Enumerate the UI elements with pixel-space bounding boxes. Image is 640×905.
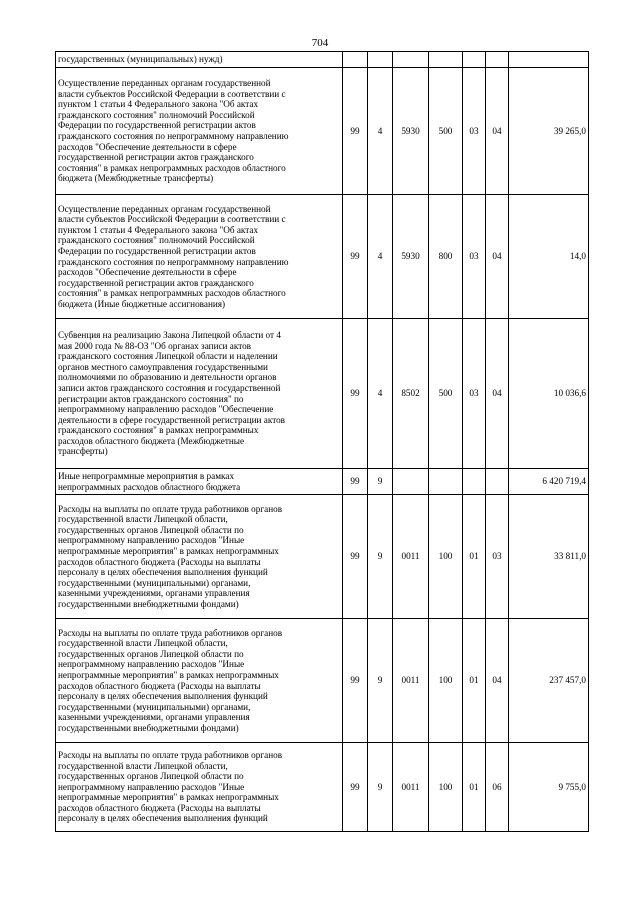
description-line: государственными (муниципальными) органами, [58, 577, 251, 588]
table-row [56, 495, 589, 619]
description-line: непрограммные мероприятия" в рамках непрограммных [58, 545, 279, 556]
description-line: государственных (муниципальных) нужд) [58, 54, 223, 65]
table-row [56, 319, 589, 469]
budget-table [55, 51, 589, 832]
col-subsection: 04 [486, 619, 509, 743]
col-direction: 0011 [393, 495, 429, 619]
col-expense-type [429, 52, 463, 68]
row-description [56, 319, 343, 469]
col-expense-type [429, 469, 463, 495]
description-line: гражданского состояния Липецкой области и наделении [58, 351, 278, 362]
description-line: пунктом 1 статьи 4 Федерального закона "Об актах [58, 99, 259, 110]
col-amount [509, 52, 589, 68]
col-expense-type: 100 [429, 619, 463, 743]
description-line: государственной власти Липецкой области, [58, 514, 228, 525]
row-description [56, 743, 343, 832]
description-line: полномочиями по образованию и деятельности органов [58, 372, 277, 383]
description-line: непрограммному направлению расходов "Обеспечение [58, 404, 274, 415]
col-direction [393, 52, 429, 68]
description-line: государственными внебюджетными фондами) [58, 722, 239, 733]
description-line: расходов областного бюджета (Расходы на выплаты [58, 556, 261, 567]
description-line: деятельности в сфере государственной регистрации актов [58, 414, 286, 425]
description-line: казенными учреждениями, органами управления [58, 712, 250, 723]
table-row [56, 743, 589, 832]
col-expense-type: 500 [429, 68, 463, 195]
description-line: власти субъектов Российской Федерации в соответствии с [58, 214, 286, 225]
description-line: Осуществление переданных органам государственной [58, 78, 271, 89]
row-description [56, 68, 343, 195]
col-program: 99 [343, 319, 368, 469]
col-section: 03 [463, 68, 486, 195]
description-line: регистрации актов гражданского состояния" по [58, 393, 244, 404]
col-amount: 39 265,0 [509, 68, 589, 195]
description-line: казенными учреждениями, органами управления [58, 588, 250, 599]
description-line: гражданского состояния" полномочий Российской [58, 235, 255, 246]
col-section: 03 [463, 195, 486, 319]
table-row [56, 619, 589, 743]
col-program: 99 [343, 619, 368, 743]
description-line: гражданского состояния" полномочий Российской [58, 109, 255, 120]
col-section: 01 [463, 743, 486, 832]
description-line: персоналу в целях обеспечения выполнения функций [58, 813, 268, 824]
col-section: 01 [463, 495, 486, 619]
description-line: государственных органов Липецкой области по [58, 524, 244, 535]
description-line: пунктом 1 статьи 4 Федерального закона "Об актах [58, 224, 259, 235]
col-direction: 0011 [393, 619, 429, 743]
description-line: Расходы на выплаты по оплате труда работников органов [58, 749, 283, 760]
description-line: расходов областного бюджета (Расходы на выплаты [58, 802, 261, 813]
description-line: записи актов гражданского состояния и государственной [58, 382, 281, 393]
col-subprogram [368, 52, 393, 68]
description-line: непрограммному направлению расходов "Иные [58, 659, 245, 670]
description-line: расходов "Обеспечение деятельности в сфере [58, 267, 237, 278]
description-line: непрограммному направлению расходов "Иные [58, 535, 245, 546]
col-subsection [486, 52, 509, 68]
table-row [56, 469, 589, 495]
description-line: персоналу в целях обеспечения выполнения функций [58, 567, 268, 578]
row-description [56, 619, 343, 743]
description-line: трансферты) [58, 446, 108, 457]
description-line: расходов областного бюджета (Межбюджетные [58, 435, 245, 446]
col-amount: 6 420 719,4 [509, 469, 589, 495]
col-amount: 9 755,0 [509, 743, 589, 832]
description-line: бюджета (Иные бюджетные ассигнования) [58, 298, 226, 309]
col-subprogram: 9 [368, 619, 393, 743]
col-program: 99 [343, 469, 368, 495]
col-direction: 5930 [393, 195, 429, 319]
col-program: 99 [343, 195, 368, 319]
col-subprogram: 4 [368, 319, 393, 469]
col-section: 03 [463, 319, 486, 469]
row-description [56, 495, 343, 619]
description-line: расходов областного бюджета (Расходы на выплаты [58, 680, 261, 691]
description-line: бюджета (Межбюджетные трансферты) [58, 173, 214, 184]
col-section [463, 469, 486, 495]
col-section: 01 [463, 619, 486, 743]
col-subsection: 04 [486, 195, 509, 319]
description-line: Расходы на выплаты по оплате труда работников органов [58, 503, 283, 514]
col-expense-type: 100 [429, 495, 463, 619]
col-subsection: 04 [486, 68, 509, 195]
description-line: власти субъектов Российской Федерации в соответствии с [58, 88, 286, 99]
col-direction: 5930 [393, 68, 429, 195]
description-line: государственных органов Липецкой области по [58, 648, 244, 659]
col-expense-type: 100 [429, 743, 463, 832]
description-line: персоналу в целях обеспечения выполнения функций [58, 691, 268, 702]
col-direction: 8502 [393, 319, 429, 469]
description-line: Федерации по государственной регистрации актов [58, 120, 256, 131]
col-subprogram: 9 [368, 743, 393, 832]
col-amount: 10 036,6 [509, 319, 589, 469]
table-row [56, 195, 589, 319]
description-line: непрограммных расходов областного бюджета [58, 481, 241, 492]
col-amount: 33 811,0 [509, 495, 589, 619]
row-description [56, 469, 343, 495]
table-row [56, 68, 589, 195]
col-direction: 0011 [393, 743, 429, 832]
description-line: государственной власти Липецкой области, [58, 760, 228, 771]
description-line: гражданского состояния по непрограммному направлению [58, 131, 289, 141]
col-program: 99 [343, 743, 368, 832]
description-line: государственными внебюджетными фондами) [58, 598, 239, 609]
page-number: 704 [311, 37, 329, 49]
description-line: непрограммному направлению расходов "Иные [58, 781, 245, 792]
description-line: Осуществление переданных органам государственной [58, 203, 271, 214]
col-subsection: 03 [486, 495, 509, 619]
col-subprogram: 9 [368, 469, 393, 495]
description-line: Федерации по государственной регистрации актов [58, 245, 256, 256]
description-line: состояния" в рамках непрограммных расходов областного [58, 162, 286, 173]
col-program: 99 [343, 68, 368, 195]
col-amount: 237 457,0 [509, 619, 589, 743]
row-description [56, 52, 343, 68]
description-line: мая 2000 года № 88-ОЗ "Об органах записи актов [58, 340, 252, 351]
description-line: непрограммные мероприятия" в рамках непрограммных [58, 669, 279, 680]
description-line: государственной регистрации актов гражданского [58, 152, 254, 163]
col-subprogram: 9 [368, 495, 393, 619]
row-description [56, 195, 343, 319]
description-line: государственными (муниципальными) органами, [58, 701, 251, 712]
col-amount: 14,0 [509, 195, 589, 319]
col-subsection: 06 [486, 743, 509, 832]
description-line: непрограммные мероприятия" в рамках непрограммных [58, 792, 279, 803]
description-line: государственных органов Липецкой области по [58, 771, 244, 782]
col-program: 99 [343, 495, 368, 619]
col-expense-type: 800 [429, 195, 463, 319]
description-line: Иные непрограммные мероприятия в рамках [58, 470, 235, 481]
col-subprogram: 4 [368, 195, 393, 319]
description-line: гражданского состояния по непрограммному направлению [58, 256, 289, 267]
col-subsection: 04 [486, 319, 509, 469]
description-line: органов местного самоуправления государственными [58, 361, 268, 372]
table-row [56, 52, 589, 68]
col-subsection [486, 469, 509, 495]
col-direction [393, 469, 429, 495]
description-line: расходов "Обеспечение деятельности в сфере [58, 141, 237, 152]
col-program [343, 52, 368, 68]
description-line: Расходы на выплаты по оплате труда работников органов [58, 627, 283, 638]
description-line: состояния" в рамках непрограммных расходов областного [58, 288, 286, 299]
col-section [463, 52, 486, 68]
description-line: государственной власти Липецкой области, [58, 638, 228, 649]
col-subprogram: 4 [368, 68, 393, 195]
col-expense-type: 500 [429, 319, 463, 469]
description-line: Субвенция на реализацию Закона Липецкой области от 4 [58, 329, 281, 340]
description-line: государственной регистрации актов гражданского [58, 277, 254, 288]
description-line: гражданского состояния" в рамках непрограммных [58, 425, 259, 436]
